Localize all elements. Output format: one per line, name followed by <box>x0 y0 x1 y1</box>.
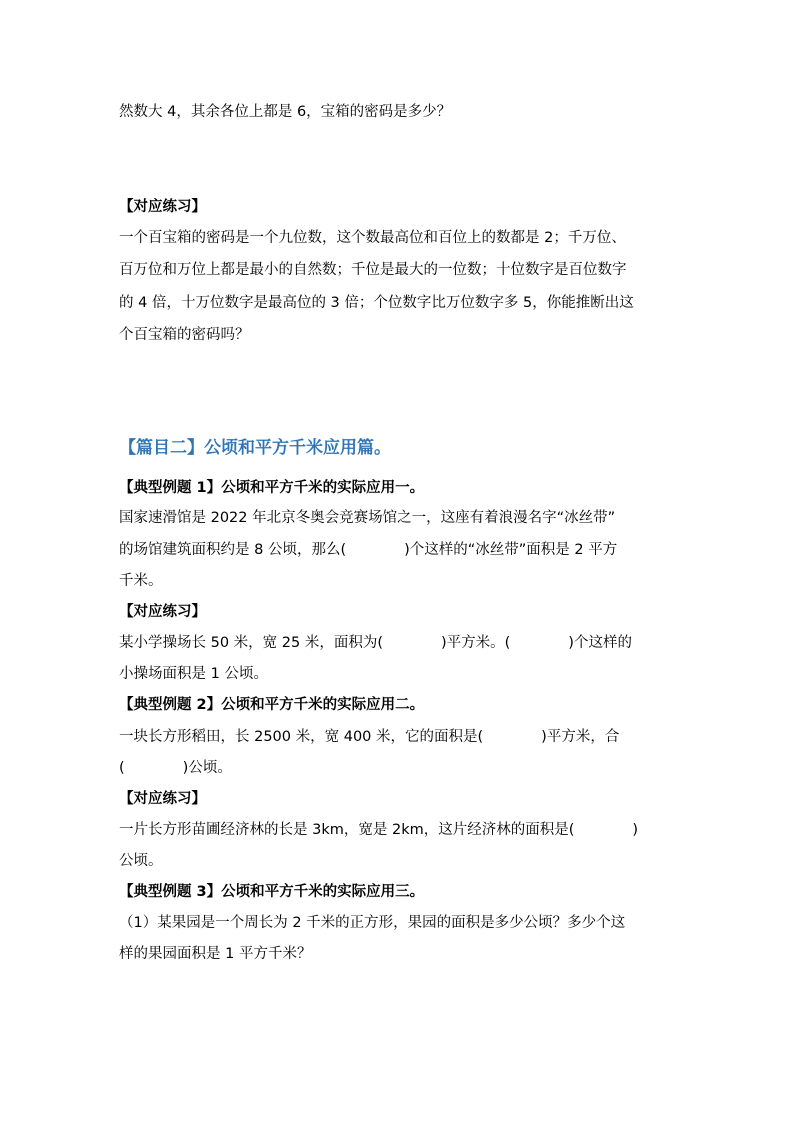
practice-2-line-1: 某小学操场长 50 米，宽 25 米，面积为( )平方米。( )个这样的 <box>119 635 632 651</box>
practice-1-line-2: 百万位和万位上都是最小的自然数；千位是最大的一位数；十位数字是百位数字 <box>119 262 627 278</box>
example-3-line-2: 样的果园面积是 1 平方千米？ <box>119 946 312 962</box>
practice-3-heading: 【对应练习】 <box>119 791 206 807</box>
practice-1-line-1: 一个百宝箱的密码是一个九位数，这个数最高位和百位上的数都是 2；千万位、 <box>119 230 626 246</box>
practice-2-heading: 【对应练习】 <box>119 604 206 620</box>
practice-1-line-4: 个百宝箱的密码吗？ <box>119 327 250 343</box>
example-2-heading: 【典型例题 2】公顷和平方千米的实际应用二。 <box>119 697 425 713</box>
example-1-line-2: 的场馆建筑面积约是 8 公顷，那么( )个这样的“冰丝带”面积是 2 平方 <box>119 542 618 558</box>
practice-1-line-3: 的 4 倍，十万位数字是最高位的 3 倍；个位数字比万位数字多 5，你能推断出这 <box>119 295 634 311</box>
example-3-line-1: （1）某果园是一个周长为 2 千米的正方形，果园的面积是多少公顷？多少个这 <box>119 915 626 931</box>
example-2-line-1: 一块长方形稻田，长 2500 米，宽 400 米，它的面积是( )平方米，合 <box>119 729 620 745</box>
section-title: 【篇目二】公顷和平方千米应用篇。 <box>119 438 391 458</box>
practice-3-line-1: 一片长方形苗圃经济林的长是 3km，宽是 2km，这片经济林的面积是( ) <box>119 822 639 838</box>
practice-1-heading: 【对应练习】 <box>119 199 206 215</box>
practice-3-line-2: 公顷。 <box>119 853 163 869</box>
practice-2-line-2: 小操场面积是 1 公顷。 <box>119 666 268 682</box>
example-1-heading: 【典型例题 1】公顷和平方千米的实际应用一。 <box>119 480 425 496</box>
example-1-line-3: 千米。 <box>119 573 163 589</box>
intro-line: 然数大 4，其余各位上都是 6，宝箱的密码是多少？ <box>119 104 452 120</box>
example-3-heading: 【典型例题 3】公顷和平方千米的实际应用三。 <box>119 884 425 900</box>
example-2-line-2: ( )公顷。 <box>119 760 232 776</box>
example-1-line-1: 国家速滑馆是 2022 年北京冬奥会竞赛场馆之一，这座有着浪漫名字“冰丝带” <box>119 510 616 526</box>
